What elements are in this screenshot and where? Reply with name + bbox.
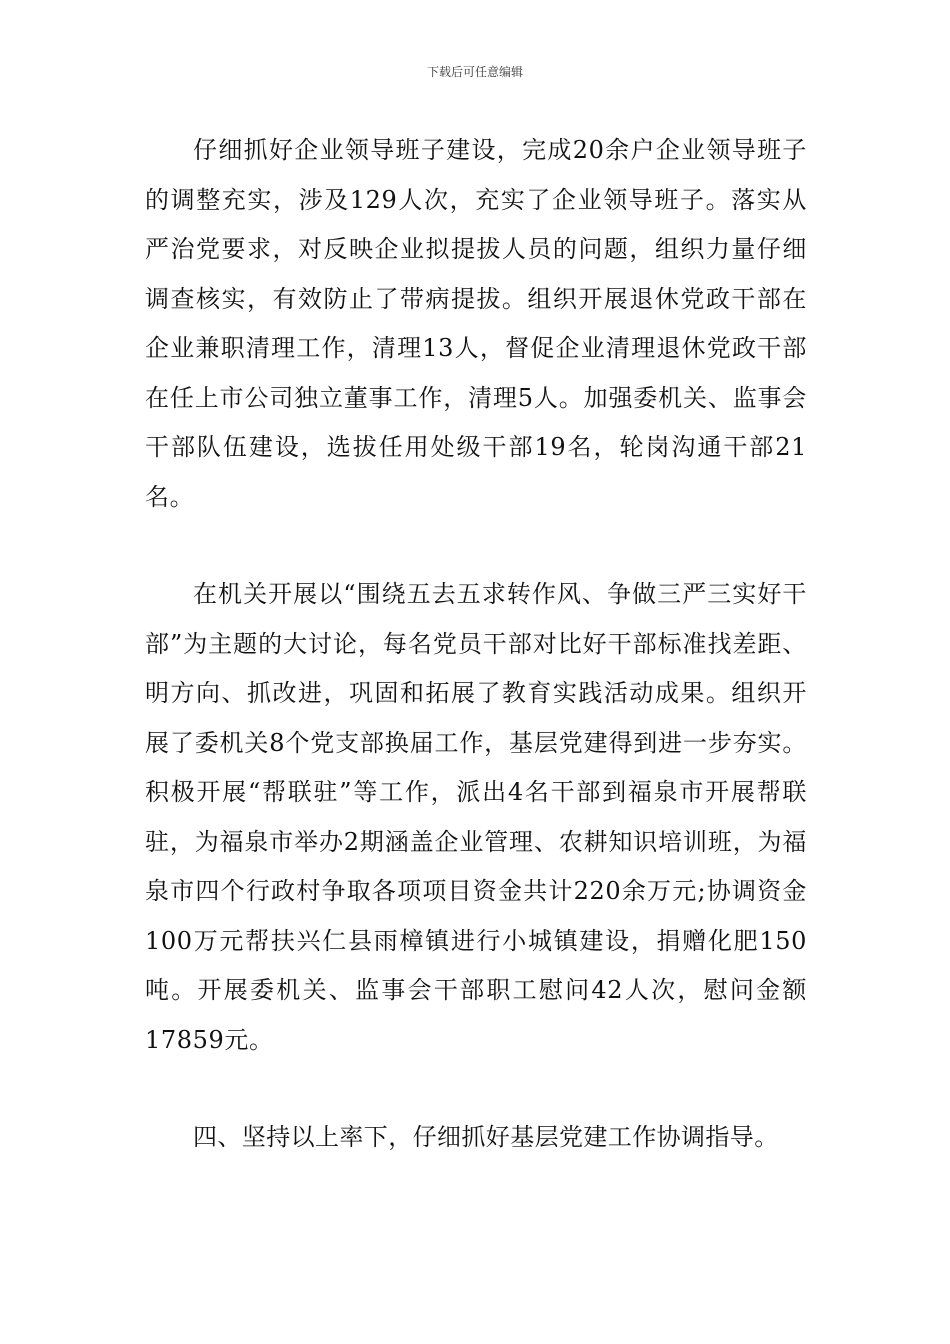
paragraph-cadre-team-building: 仔细抓好企业领导班子建设，完成20余户企业领导班子的调整充实，涉及129人次，充实了企业领导班子。落实从严治党要求，对反映企业拟提拔人员的问题，组织力量仔细调查核实，有效防止了带病提拔。组织开展退休党政干部在企业兼职清理工作，清理13人，督促企业清理退休党政干部在任上市公司独立董事工作，清理5人。加强委机关、监事会干部队伍建设，选拔任用处级干部19名，轮岗沟通干部21名。 bbox=[145, 136, 807, 511]
document-body bbox=[145, 126, 807, 1163]
section-heading-four: 四、坚持以上率下，仔细抓好基层党建工作协调指导。 bbox=[193, 1123, 779, 1151]
page-header-note: 下载后可任意编辑 bbox=[426, 65, 523, 79]
paragraph-organ-discussion: 在机关开展以“围绕五去五求转作风、争做三严三实好干部”为主题的大讨论，每名党员干部对比好干部标准找差距、明方向、抓改进，巩固和拓展了教育实践活动成果。组织开展了委机关8个党支部换届工作，基层党建得到进一步夯实。积极开展“帮联驻”等工作，派出4名干部到福泉市开展帮联驻，为福泉市举办2期涵盖企业管理、农耕知识培训班，为福泉市四个行政村争取各项项目资金共计220余万元;协调资金100万元帮扶兴仁县雨樟镇进行小城镇建设，捐赠化肥150吨。开展委机关、监事会干部职工慰问42人次，慰问金额17859元。 bbox=[145, 580, 807, 1054]
